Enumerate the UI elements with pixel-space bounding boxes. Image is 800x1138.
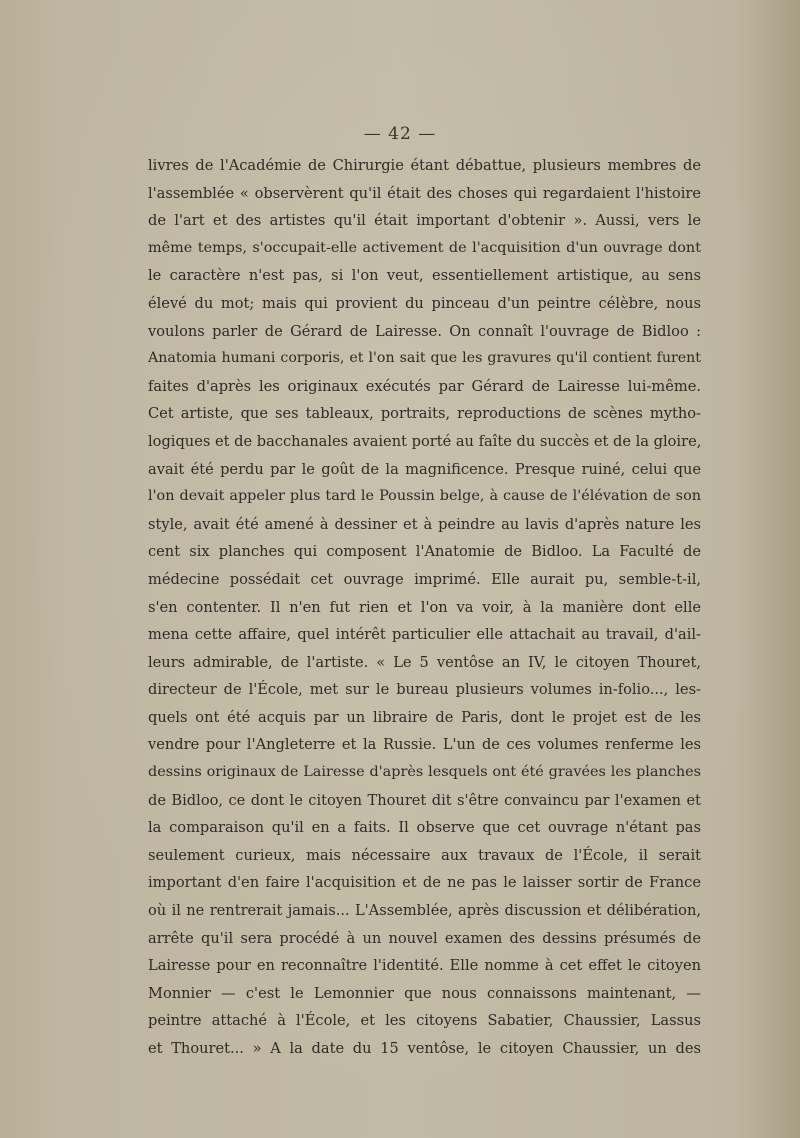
text-line: important d'en faire l'acquisition et de ne pas le laisser sortir de France [148, 874, 701, 892]
text-line: de Bidloo, ce dont le citoyen Thouret dit s'être convaincu par l'examen et [148, 791, 701, 809]
page-number: — 42 — [363, 124, 437, 144]
text-line: mena cette affaire, quel intérêt particulier elle attachait au travail, d'ail- [148, 626, 701, 644]
text-line: l'assemblée « observèrent qu'il était des choses qui regardaient l'histoire [148, 184, 701, 202]
text-line: directeur de l'École, met sur le bureau plusieurs volumes in-folio..., les- [148, 681, 701, 699]
text-line: cent six planches qui composent l'Anatomie de Bidloo. La Faculté de [148, 543, 701, 561]
text-line: Anatomia humani corporis, et l'on sait que les gravures qu'il contient furent [148, 350, 701, 367]
text-line: vendre pour l'Angleterre et la Russie. L'un de ces volumes renferme les [148, 736, 701, 754]
text-line: arrête qu'il sera procédé à un nouvel examen des dessins présumés de [148, 929, 701, 947]
text-line: Cet artiste, que ses tableaux, portraits, reproductions de scènes mytho- [148, 405, 701, 423]
text-line: faites d'après les originaux exécutés par Gérard de Lairesse lui-même. [148, 377, 701, 395]
text-line: leurs admirable, de l'artiste. « Le 5 ventôse an IV, le citoyen Thouret, [148, 653, 701, 671]
text-line: style, avait été amené à dessiner et à peindre au lavis d'après nature les [148, 515, 701, 533]
text-line: et Thouret... » A la date du 15 ventôse, le citoyen Chaussier, un des [148, 1040, 701, 1057]
text-line: Lairesse pour en reconnaître l'identité. Elle nomme à cet effet le citoyen [148, 957, 701, 975]
text-line: élevé du mot; mais qui provient du pinceau d'un peintre célèbre, nous [148, 294, 701, 312]
body-text [148, 152, 701, 1063]
text-line: la comparaison qu'il en a faits. Il observe que cet ouvrage n'étant pas [148, 819, 701, 837]
text-line: dessins originaux de Lairesse d'après lesquels ont été gravées les planches [148, 764, 701, 781]
text-line: quels ont été acquis par un libraire de Paris, dont le projet est de les [148, 708, 701, 726]
text-line: avait été perdu par le goût de la magnificence. Presque ruiné, celui que [148, 460, 701, 478]
text-line: livres de l'Académie de Chirurgie étant débattue, plusieurs membres de [148, 157, 701, 174]
text-line: voulons parler de Gérard de Lairesse. On connaît l'ouvrage de Bidloo : [148, 322, 701, 340]
text-line: de l'art et des artistes qu'il était important d'obtenir ». Aussi, vers le [148, 212, 701, 230]
text-line: même temps, s'occupait-elle activement de l'acquisition d'un ouvrage dont [148, 239, 701, 256]
text-line: s'en contenter. Il n'en fut rien et l'on va voir, à la manière dont elle [148, 598, 701, 616]
text-line: Monnier — c'est le Lemonnier que nous connaissons maintenant, — [148, 984, 701, 1002]
text-line: médecine possédait cet ouvrage imprimé. Elle aurait pu, semble-t-il, [148, 570, 701, 588]
text-line: l'on devait appeler plus tard le Poussin belge, à cause de l'élévation de son [148, 488, 701, 505]
text-line: seulement curieux, mais nécessaire aux travaux de l'École, il serait [148, 846, 701, 864]
text-line: où il ne rentrerait jamais... L'Assemblée, après discussion et délibération, [148, 902, 701, 920]
text-line: logiques et de bacchanales avaient porté au faîte du succès et de la gloire, [148, 432, 701, 450]
text-line: peintre attaché à l'École, et les citoyens Sabatier, Chaussier, Lassus [148, 1012, 701, 1030]
text-line: le caractère n'est pas, si l'on veut, essentiellement artistique, au sens [148, 267, 701, 285]
